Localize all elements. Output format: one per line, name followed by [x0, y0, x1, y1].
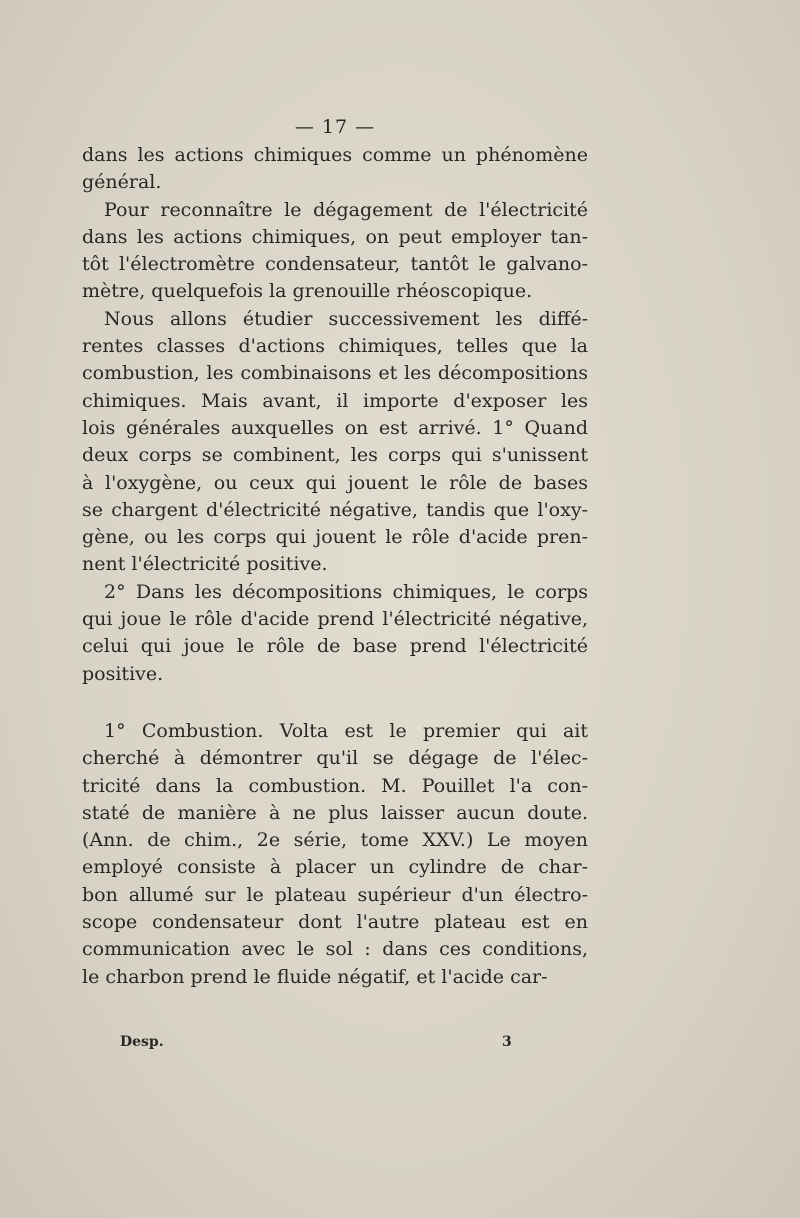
- text-line: (Ann. de chim., 2e série, tome XXV.) Le moyen: [82, 829, 588, 852]
- text-line: le charbon prend le fluide négatif, et l'acide car-: [82, 965, 548, 988]
- text-line: général.: [82, 171, 162, 194]
- signature-mark: Desp.: [120, 1034, 164, 1050]
- paragraph: [82, 142, 588, 197]
- text-line: dans les actions chimiques comme un phénomène: [82, 144, 588, 166]
- page-number: — 17 —: [294, 116, 376, 138]
- body-paragraphs: [82, 142, 588, 991]
- text-line: 2° Dans les décompositions chimiques, le corps: [104, 580, 588, 603]
- page-text: [82, 112, 588, 991]
- paragraph: [82, 306, 588, 579]
- text-line: chimiques. Mais avant, il importe d'exposer les: [82, 389, 588, 412]
- text-line: nent l'électricité positive.: [82, 553, 328, 576]
- text-line: gène, ou les corps qui jouent le rôle d'acide pren-: [82, 526, 588, 549]
- text-line: cherché à démontrer qu'il se dégage de l'élec-: [82, 747, 588, 770]
- text-line: staté de manière à ne plus laisser aucun doute.: [82, 801, 588, 824]
- text-line: combustion, les combinaisons et les décompositions: [82, 362, 588, 385]
- text-line: positive.: [82, 662, 164, 685]
- text-line: 1° Combustion. Volta est le premier qui ait: [104, 719, 588, 742]
- text-line: communication avec le sol : dans ces conditions,: [82, 938, 588, 961]
- section-gap: [82, 688, 588, 718]
- text-line: à l'oxygène, ou ceux qui jouent le rôle de bases: [82, 471, 588, 494]
- paragraph: [82, 718, 588, 991]
- text-line: rentes classes d'actions chimiques, telles que la: [82, 335, 588, 358]
- text-line: se chargent d'électricité négative, tandis que l'oxy-: [82, 498, 588, 521]
- text-line: scope condensateur dont l'autre plateau est en: [82, 911, 588, 934]
- text-line: tricité dans la combustion. M. Pouillet l'a con-: [82, 774, 588, 797]
- paragraph: [82, 197, 588, 306]
- text-line: lois générales auxquelles on est arrivé. 1° Quand: [82, 416, 588, 439]
- text-line: employé consiste à placer un cylindre de char-: [82, 856, 588, 879]
- text-line: bon allumé sur le plateau supérieur d'un électro-: [82, 883, 588, 906]
- text-line: Nous allons étudier successivement les diffé-: [104, 307, 588, 330]
- text-line: tôt l'électromètre condensateur, tantôt le galvano-: [82, 253, 588, 276]
- text-line: qui joue le rôle d'acide prend l'électricité négative,: [82, 608, 588, 631]
- text-line: mètre, quelquefois la grenouille rhéoscopique.: [82, 280, 533, 303]
- gathering-number: 3: [502, 1034, 512, 1050]
- text-line: dans les actions chimiques, on peut employer tan-: [82, 225, 588, 248]
- text-line: celui qui joue le rôle de base prend l'électricité: [82, 635, 588, 658]
- text-line: deux corps se combinent, les corps qui s'unissent: [82, 444, 588, 467]
- paragraph: [82, 579, 588, 688]
- text-line: Pour reconnaître le dégagement de l'électricité: [104, 198, 588, 221]
